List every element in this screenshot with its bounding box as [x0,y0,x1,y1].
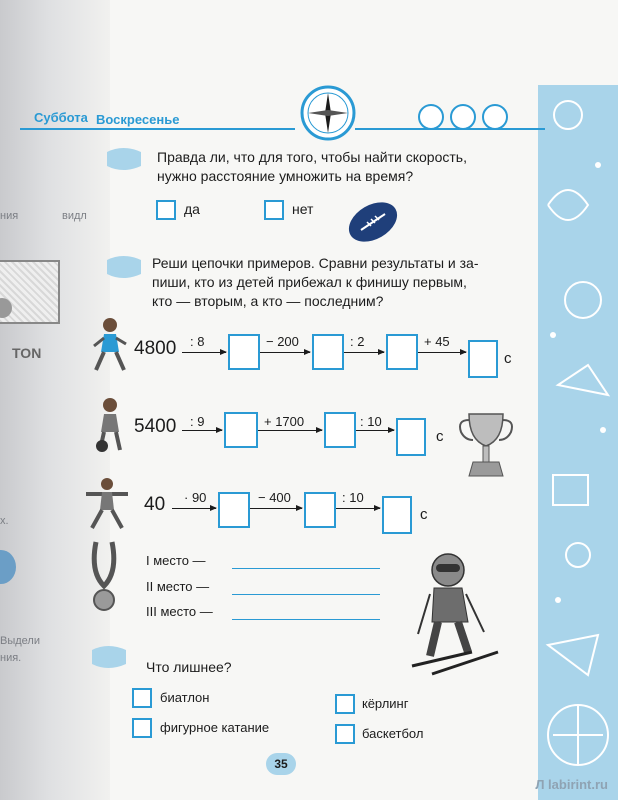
place-1-answer-line[interactable] [232,568,380,569]
day-label-sunday: Воскресенье [96,112,180,127]
question2-text: Реши цепочки примеров. Сравни результаты и за- пиши, кто из детей прибежал к финишу первым, кто — вторым, а кто — последним? [152,255,479,309]
place-2-answer-line[interactable] [232,594,380,595]
arrow [258,430,322,431]
option-biathlon-label: биатлон [160,690,210,705]
answer-box[interactable] [382,496,412,534]
chain1-op4: + 45 [424,334,450,349]
chain3-op3: : 10 [342,490,364,505]
place-2-label: II место — [146,579,210,594]
left-text-fragment: TON [12,345,42,361]
option-curling-label: кёрлинг [362,696,409,711]
chain2-start: 5400 [134,416,177,437]
chain1-unit: с [504,350,512,367]
running-child-icon [90,396,130,454]
option-yes-label: да [184,201,200,217]
smiley-icon [418,104,444,130]
chain3-unit: с [420,506,428,523]
trophy-icon [455,410,517,480]
day-label-saturday: Суббота [34,110,88,125]
checkbox-figure-skating[interactable] [132,718,152,738]
skier-illustration [408,548,506,678]
arrow [182,352,226,353]
answer-box[interactable] [468,340,498,378]
chain3-op1: · 90 [184,490,207,505]
chain1-op1: : 8 [190,334,205,349]
american-football-icon [343,196,403,248]
option-no-label: нет [292,201,314,217]
answer-box[interactable] [324,412,356,448]
answer-box[interactable] [224,412,258,448]
checkbox-yes[interactable] [156,200,176,220]
place-3-label: III место — [146,604,213,619]
place-1-label: I место — [146,553,206,568]
question-marker-icon [105,146,143,172]
smiley-icon [450,104,476,130]
question-marker-icon [90,644,128,670]
chain2-unit: с [436,428,444,445]
left-text-fragment: ния. [0,652,22,664]
checkbox-no[interactable] [264,200,284,220]
chain1-op3: : 2 [350,334,365,349]
running-child-icon [90,316,130,374]
chain1-start: 4800 [134,338,177,359]
arrow [250,508,302,509]
left-text-fragment: видл [62,210,87,222]
round-icon-fragment [0,550,16,584]
answer-box[interactable] [218,492,250,528]
medal-icon [88,540,120,620]
place-3-answer-line[interactable] [232,619,380,620]
checkbox-curling[interactable] [335,694,355,714]
page-number: 35 [266,753,296,775]
running-child-icon [84,476,130,532]
answer-box[interactable] [386,334,418,370]
arrow [172,508,216,509]
answer-box[interactable] [396,418,426,456]
answer-box[interactable] [312,334,344,370]
question3-title: Что лишнее? [146,659,232,675]
decorative-side-illustration [538,85,618,800]
left-text-fragment: х. [0,515,9,527]
answer-box[interactable] [228,334,260,370]
arrow [182,430,222,431]
option-figure-skating-label: фигурное катание [160,720,270,735]
header-rule-left [20,128,295,130]
watermark: Л labirint.ru [535,777,608,792]
chain2-op1: : 9 [190,414,205,429]
left-text-fragment: Выдели [0,635,40,647]
left-page-fragment [0,60,95,760]
arrow [336,508,380,509]
left-text-fragment: ния [0,210,19,222]
chain1-op2: − 200 [266,334,299,349]
rating-smileys [418,104,508,130]
chain3-op2: − 400 [258,490,291,505]
chain3-start: 40 [144,494,166,515]
checkbox-biathlon[interactable] [132,688,152,708]
chain2-op3: : 10 [360,414,382,429]
arrow [418,352,466,353]
question1-text: Правда ли, что для того, чтобы найти скорость, нужно расстояние умножить на время? [157,149,467,184]
arrow [356,430,394,431]
option-basketball-label: баскетбол [362,726,424,741]
chain2-op2: + 1700 [264,414,305,429]
smiley-thumbs-icon [482,104,508,130]
arrow [344,352,384,353]
arrow [260,352,310,353]
question-marker-icon [105,254,143,280]
checkbox-basketball[interactable] [335,724,355,744]
compass-icon [300,85,356,141]
answer-box[interactable] [304,492,336,528]
